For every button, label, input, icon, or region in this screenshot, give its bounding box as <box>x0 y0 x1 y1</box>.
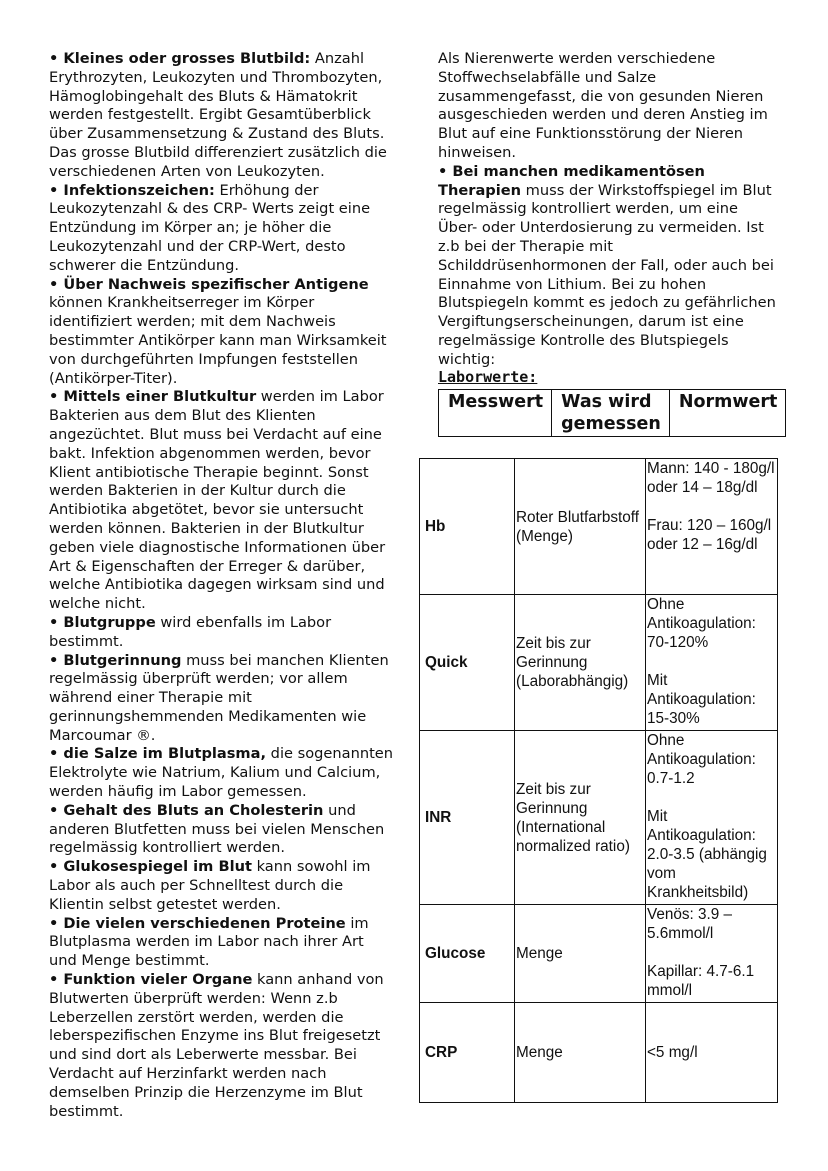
normal-range-a: Venös: 3.9 – 5.6mmol/l <box>647 906 733 942</box>
measure-description: Menge <box>515 905 646 1003</box>
paragraph-text: Als Nierenwerte werden verschiedene Stoffwechselabfälle und Salze zusammengefasst, die von gesunden Nieren ausgeschieden werden und deren Anstieg im Blut auf eine Funktionsstörung der Nieren hinweisen. <box>438 50 768 161</box>
right-column <box>438 50 780 370</box>
lab-values-table <box>419 458 778 1103</box>
paragraph-lead: • Mittels einer Blutkultur <box>49 388 257 406</box>
paragraph-salze <box>49 745 394 801</box>
measure-name: Hb <box>420 459 515 595</box>
paragraph-text: die sogenannten Elektrolyte wie Natrium, Kalium und Calcium, werden häufig im Labor gemessen. <box>49 745 394 801</box>
paragraph-organe <box>49 971 394 1121</box>
table-row <box>420 905 778 1003</box>
paragraph-text: und anderen Blutfetten muss bei vielen Menschen regelmässig kontrolliert werden. <box>49 801 385 857</box>
normal-range-b: Mit Antikoagulation: 2.0-3.5 (abhängig vom Krankheitsbild) <box>647 808 767 901</box>
paragraph-blutbild <box>49 50 394 182</box>
measure-description: Zeit bis zur Gerinnung (International normalized ratio) <box>515 731 646 905</box>
paragraph-text: können Krankheitserreger im Körper identifiziert werden; mit dem Nachweis bestimmter Antikörper kann man Wirksamkeit von durchgeführten Impfungen feststellen (Antikörper-Titer). <box>49 294 387 387</box>
table-row <box>420 595 778 731</box>
paragraph-lead: • die Salze im Blutplasma, <box>49 745 267 763</box>
measure-name: Quick <box>420 595 515 731</box>
measure-description: Menge <box>515 1003 646 1103</box>
table-row <box>420 1003 778 1103</box>
paragraph-proteine <box>49 915 394 971</box>
paragraph-text: werden im Labor Bakterien aus dem Blut des Klienten angezüchtet. Blut muss bei Verdacht auf eine bakt. Infektion abgenommen werden, bevor Klient antibiotische Therapie beginnt. Sonst werden Bakterien in der Kultur durch die Antibiotika abgetötet, bevor sie untersucht werden können. Bakterien in der Blutkultur geben viele diagnostische Informationen über Art & Eigenschaften der Erreger & darüber, welche Antibiotika dagegen wirksam sind und welche nicht. <box>49 388 386 613</box>
paragraph-lead: • Die vielen verschiedenen Proteine <box>49 914 346 932</box>
paragraph-cholesterin <box>49 802 394 858</box>
table-row <box>420 731 778 905</box>
left-column <box>49 50 394 1121</box>
lab-heading: Laborwerte: <box>438 368 538 386</box>
normal-range-b: Mit Antikoagulation: 15-30% <box>647 672 756 727</box>
paragraph-glukose <box>49 858 394 914</box>
paragraph-medikamente <box>438 163 780 370</box>
paragraph-lead: • Glukosespiegel im Blut <box>49 858 252 876</box>
paragraph-text: Erhöhung der Leukozytenzahl & des CRP- Werts zeigt eine Entzündung im Körper an; je höher die Leukozytenzahl und der CRP-Wert, desto schwerer die Entzündung. <box>49 181 371 274</box>
paragraph-text: muss der Wirkstoffspiegel im Blut regelmässig kontrolliert werden, um eine Über- oder Unterdosierung zu vermeiden. Ist z.b bei der Therapie mit Schilddrüsenhormonen der Fall, oder auch bei Einnahme von Lithium. Bei zu hohen Blutspiegeln kommt es jedoch zu gefährlichen Vergiftungserscheinungen, darum ist eine regelmässige Kontrolle des Blutspiegels wichtig: <box>438 181 776 368</box>
normal-range <box>646 459 778 595</box>
paragraph-text: im Blutplasma werden im Labor nach ihrer Art und Menge bestimmt. <box>49 914 369 970</box>
paragraph-blutkultur <box>49 388 394 614</box>
paragraph-lead: • Kleines oder grosses Blutbild: <box>49 50 311 67</box>
normal-range-a: Ohne Antikoagulation: 70-120% <box>647 596 756 651</box>
header-was-wird-gemessen: Was wird gemessen <box>552 390 670 437</box>
normal-range <box>646 731 778 905</box>
header-messwert: Messwert <box>439 390 552 437</box>
paragraph-text: muss bei manchen Klienten regelmässig überprüft werden; vor allem während einer Therapie mit gerinnungshemmenden Medikamenten wie Marcoumar ®. <box>49 651 389 744</box>
normal-range-b: Frau: 120 – 160g/l oder 12 – 16g/dl <box>647 517 772 553</box>
paragraph-lead: • Über Nachweis spezifischer Antigene <box>49 275 369 293</box>
paragraph-infektionszeichen <box>49 182 394 276</box>
measure-description: Roter Blutfarbstoff (Menge) <box>515 459 646 595</box>
paragraph-text: Anzahl Erythrozyten, Leukozyten und Thrombozyten, Hämoglobingehalt des Bluts & Hämatokrit werden festgestellt. Ergibt Gesamtüberblick über Zusammensetzung & Zustand des Bluts. Das grosse Blutbild differenziert zusätzlich die verschiedenen Arten von Leukozyten. <box>49 50 387 180</box>
paragraph-text: kann anhand von Blutwerten überprüft werden: Wenn z.b Leberzellen zerstört werden, werden die leberspezifischen Enzyme ins Blut freigesetzt und sind dort als Leberwerte messbar. Bei Verdacht auf Herzinfarkt werden nach demselben Prinzip die Herzenzyme im Blut bestimmt. <box>49 971 384 1120</box>
measure-name: Glucose <box>420 905 515 1003</box>
paragraph-lead: • Gehalt des Bluts an Cholesterin <box>49 801 324 819</box>
normal-range-b: Kapillar: 4.7-6.1 mmol/l <box>647 963 755 999</box>
normal-range-a: Ohne Antikoagulation: 0.7-1.2 <box>647 732 756 787</box>
paragraph-text: kann sowohl im Labor als auch per Schnelltest durch die Klientin selbst getestet werden. <box>49 858 371 913</box>
normal-range <box>646 595 778 731</box>
paragraph-text: wird ebenfalls im Labor bestimmt. <box>49 613 332 650</box>
normal-range: <5 mg/l <box>646 1003 778 1103</box>
paragraph-antigene <box>49 276 394 389</box>
header-table <box>438 389 786 437</box>
measure-name: INR <box>420 731 515 905</box>
header-normwert: Normwert <box>669 390 786 437</box>
paragraph-lead: • Infektionszeichen: <box>49 181 215 199</box>
paragraph-nierenwerte <box>438 50 780 163</box>
table-row <box>420 459 778 595</box>
paragraph-lead: • Bei manchen medikamentösen Therapien <box>438 162 705 199</box>
normal-range <box>646 905 778 1003</box>
normal-range-a: Mann: 140 - 180g/l oder 14 – 18g/dl <box>647 460 775 496</box>
measure-description: Zeit bis zur Gerinnung (Laborabhängig) <box>515 595 646 731</box>
paragraph-blutgerinnung <box>49 652 394 746</box>
paragraph-lead: • Blutgruppe <box>49 613 156 631</box>
header-row <box>439 390 786 437</box>
paragraph-blutgruppe <box>49 614 394 652</box>
measure-name: CRP <box>420 1003 515 1103</box>
paragraph-lead: • Blutgerinnung <box>49 651 182 669</box>
paragraph-lead: • Funktion vieler Organe <box>49 971 253 989</box>
